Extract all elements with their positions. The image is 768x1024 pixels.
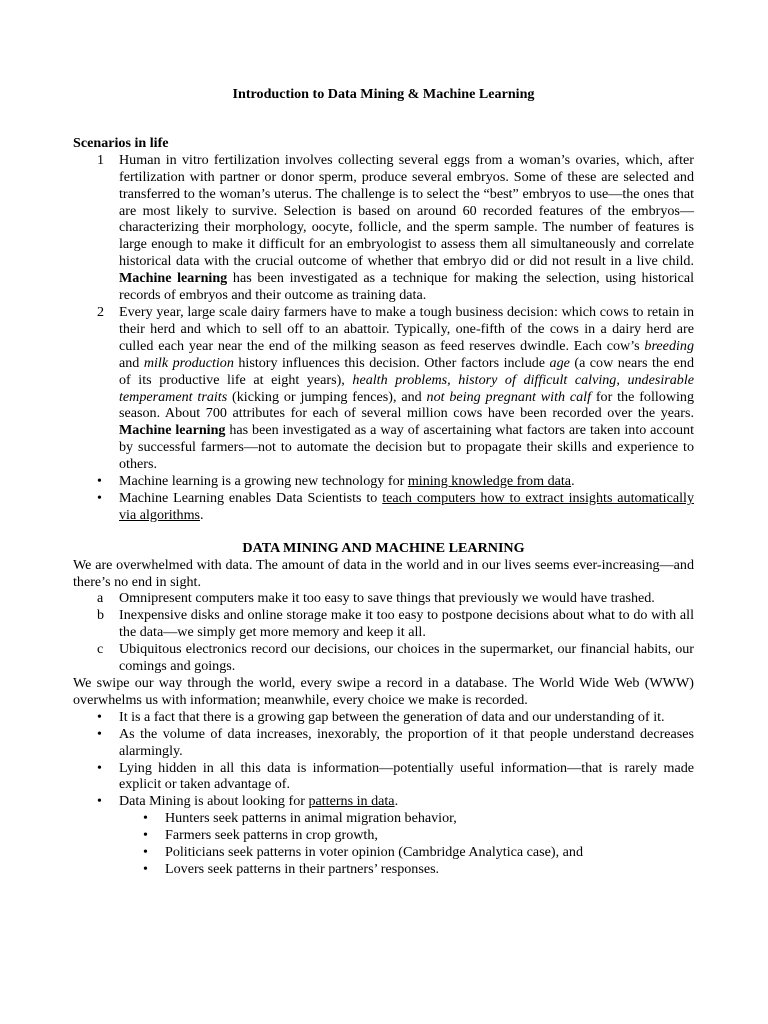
scenario-item — [73, 152, 694, 304]
scenarios-heading: Scenarios in life — [73, 134, 169, 151]
list-item: • It is a fact that there is a growing gap between the generation of data and our understanding of it. — [97, 708, 665, 725]
bullet-icon: • — [97, 473, 102, 490]
italic-term: age — [549, 354, 570, 371]
bullet-icon: • — [143, 844, 148, 861]
underlined-phrase: mining knowledge from data — [407, 473, 572, 490]
list-marker: 2 — [97, 303, 105, 320]
list-item: • Politicians seek patterns in voter opinion (Cambridge Analytica case), and — [143, 844, 584, 861]
intro-paragraph: We are overwhelmed with data. The amount of data in the world and in our lives seems ever-increasing—and there’s no end in sight. — [73, 556, 694, 590]
underlined-phrase: teach computers how to extract insights automatically via algorithms — [119, 489, 694, 523]
list-item: • Farmers seek patterns in crop growth, — [143, 827, 378, 844]
document-page — [73, 86, 694, 878]
scenarios-list — [73, 152, 694, 473]
italic-term: breeding — [644, 337, 694, 354]
list-marker: b — [97, 607, 105, 624]
reasons-list — [73, 590, 694, 675]
underlined-phrase: patterns in data — [308, 793, 395, 810]
list-item: • Hunters seek patterns in animal migration behavior, — [143, 810, 457, 827]
data-gap-bullet-list — [73, 709, 694, 810]
scenario-text: (a cow nears the end of its productive life at eight years), — [119, 354, 695, 388]
ml-bullet-list — [73, 473, 694, 524]
scenario-text: (kicking or jumping fences), and — [227, 388, 427, 405]
scenario-text: for the following season. About 700 attributes for each of several million cows have been recorded over the years. — [119, 388, 695, 422]
scenario-text: and — [119, 354, 144, 371]
list-item: • Lying hidden in all this data is information—potentially useful information—that is rarely made explicit or taken advantage of. — [97, 759, 694, 793]
bold-term: Machine learning — [119, 422, 226, 439]
list-marker: 1 — [97, 151, 105, 168]
bullet-icon: • — [143, 810, 148, 827]
section-heading: DATA MINING AND MACHINE LEARNING — [242, 539, 525, 556]
list-item: • Data Mining is about looking for patterns in data. — [97, 793, 399, 810]
scenario-text: history influences this decision. Other factors include — [233, 354, 550, 371]
bullet-icon: • — [97, 725, 102, 742]
italic-term: milk production — [143, 354, 234, 371]
list-marker: a — [97, 590, 104, 607]
bullet-icon: • — [97, 793, 102, 810]
patterns-sub-list — [73, 810, 694, 878]
bold-term: Machine learning — [119, 270, 228, 287]
scenario-text: Every year, large scale dairy farmers have to make a tough business decision: which cows to retain in their herd and which to sell off to an abattoir. Typically, one-fifth of the cows in a dairy herd are culled each year near the end of the milking season as feed reserves dwindle. Each cow’s — [119, 303, 694, 354]
italic-term: health problems, history of difficult calving, undesirable temperament traits — [119, 371, 694, 405]
list-item: • Machine Learning enables Data Scientists to teach computers how to extract insights automatically via algorithms. — [97, 489, 694, 523]
list-item: a Omnipresent computers make it too easy to save things that previously we would have trashed. — [97, 590, 655, 607]
list-item: b Inexpensive disks and online storage make it too easy to postpone decisions about what to do with all the data—we simply get more memory and keep it all. — [97, 607, 694, 641]
list-marker: c — [97, 641, 104, 658]
swipe-paragraph: We swipe our way through the world, every swipe a record in a database. The World Wide Web (WWW) overwhelms us with information; meanwhile, every choice we make is recorded. — [73, 675, 694, 708]
list-item: • As the volume of data increases, inexorably, the proportion of it that people understand decreases alarmingly. — [97, 725, 694, 759]
scenario-text: has been investigated as a way of ascertaining what factors are taken into account by successful farmers—not to automate the decision but to propagate their skills and experience to others. — [119, 422, 694, 473]
list-item: c Ubiquitous electronics record our decisions, our choices in the supermarket, our financial habits, our comings and goings. — [97, 641, 694, 675]
scenario-text: has been investigated as a technique for making the selection, using historical records of embryos and their outcome as training data. — [119, 270, 694, 304]
scenario-item — [73, 304, 694, 473]
italic-term: not being pregnant with calf — [426, 388, 592, 405]
bullet-icon: • — [97, 708, 102, 725]
list-item: • Machine learning is a growing new technology for mining knowledge from data. — [97, 473, 575, 490]
bullet-icon: • — [97, 489, 102, 506]
bullet-icon: • — [97, 759, 102, 776]
bullet-icon: • — [143, 827, 148, 844]
list-item: • Lovers seek patterns in their partners’ responses. — [143, 860, 440, 877]
document-title: Introduction to Data Mining & Machine Learning — [232, 86, 535, 102]
bullet-icon: • — [143, 860, 148, 877]
scenario-text: Human in vitro fertilization involves collecting several eggs from a woman’s ovaries, which, after fertilization with partner or donor sperm, produce several embryos. Some of these are selected and transferred to the woman’s uterus. The challenge is to select the “best” embryos to use—the ones that are most likely to survive. Selection is based on around 60 recorded features of the embryos—characterizing their morphology, oocyte, follicle, and the sperm sample. The number of features is large enough to make it difficult for an embryologist to assess them all simultaneously and correlate historical data with the crucial outcome of whether that embryo did or did not result in a live child. — [119, 151, 694, 270]
